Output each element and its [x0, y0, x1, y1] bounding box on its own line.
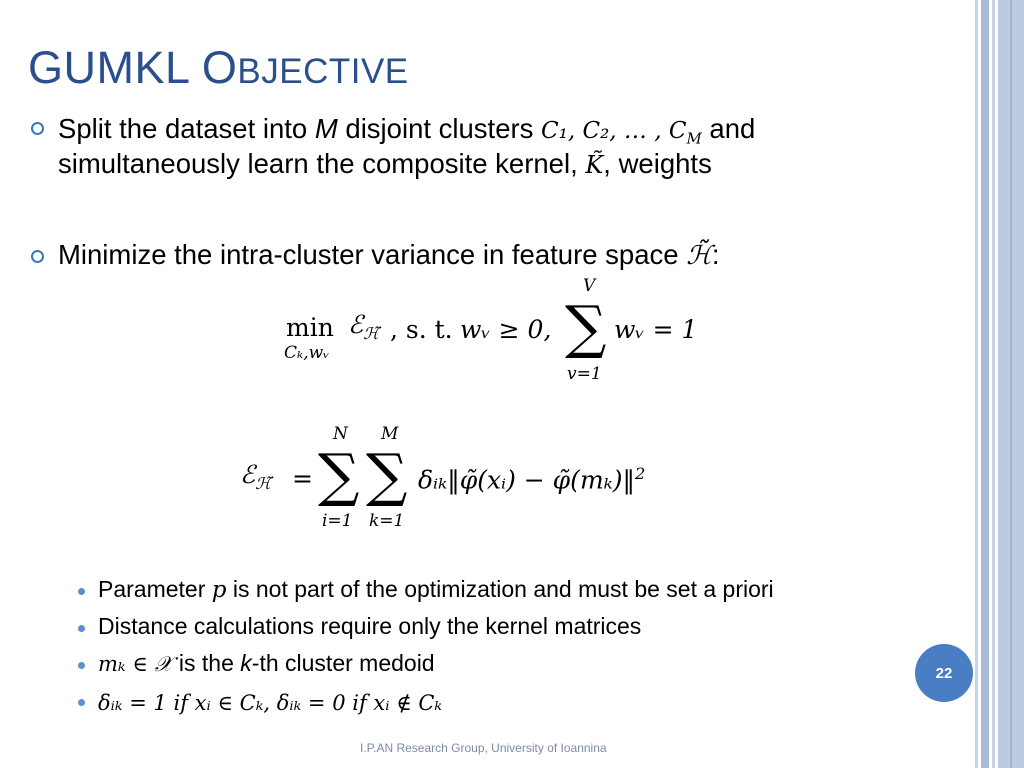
- weights-sum: wᵥ = 1: [614, 315, 698, 344]
- min-subscript: Cₖ,wᵥ: [284, 343, 330, 363]
- sum-lower-limit: v=1: [567, 364, 602, 384]
- parameter-p: p: [211, 577, 227, 603]
- equation-2-lhs: [240, 460, 271, 493]
- sub-bullet-2: [98, 613, 641, 640]
- bullet-1-text-d: simultaneously learn the composite kernel,: [58, 148, 586, 179]
- objective-lhs: ℰ: [240, 460, 256, 489]
- bullet-1-clusters: [541, 118, 702, 148]
- sum-icon: ∑: [565, 293, 607, 361]
- bullet-1-text-b: disjoint clusters: [337, 113, 542, 144]
- bullet-2: [58, 236, 720, 275]
- sub-bullet-dot-icon: [78, 625, 85, 632]
- footer-text: I.P.AN Research Group, University of Ioannina: [360, 741, 607, 755]
- equation-1-E: [348, 310, 379, 343]
- sum2-upper-limit: M: [381, 424, 399, 444]
- sum1-lower-limit: i=1: [322, 511, 353, 531]
- sum-icon: ∑: [366, 441, 408, 509]
- sum1-upper-limit: N: [333, 424, 348, 444]
- equation-2-term: [418, 464, 645, 494]
- sub-bullet-dot-icon: [78, 699, 85, 706]
- sub-bullet-dot-icon: [78, 588, 85, 595]
- sub-bullet-1-post: is not part of the optimization and must be set a priori: [226, 576, 774, 602]
- sum-icon: ∑: [318, 441, 360, 509]
- title-rest: BJECTIVE: [237, 52, 409, 91]
- sum2-lower-limit: k=1: [369, 511, 405, 531]
- clusters-math: C₁, C₂, … , C: [541, 118, 687, 144]
- weight-constraint: wᵥ ≥ 0,: [460, 315, 552, 344]
- equation-1-min: [286, 313, 334, 342]
- indicator-definition: δᵢₖ = 1 if xᵢ ∈ Cₖ, δᵢₖ = 0 if xᵢ ∉ Cₖ: [98, 691, 443, 715]
- sub-bullet-3-post2: -th cluster medoid: [251, 650, 435, 676]
- equals-sign: =: [292, 464, 313, 493]
- sub-bullet-1-pre: Parameter: [98, 576, 212, 602]
- sub-bullet-2-text: Distance calculations require only the kernel matrices: [98, 613, 642, 639]
- kernel-symbol: K̃: [585, 151, 604, 179]
- bullet-1-text-e: , weights: [603, 148, 712, 179]
- sum-upper-limit: V: [583, 276, 596, 296]
- min-operator: min: [286, 313, 334, 342]
- bullet-1-text-a: Split the dataset into: [58, 113, 315, 144]
- bullet-2-colon: :: [711, 239, 720, 270]
- sub-bullet-3: [98, 650, 435, 677]
- bullet-2-text-a: Minimize the intra-cluster variance in feature space: [58, 239, 687, 270]
- subject-to: , s. t.: [390, 315, 453, 344]
- bullet-1-text-c: and: [701, 113, 756, 144]
- bullet-ring-icon: [31, 250, 44, 263]
- bullet-1-line-2: [58, 145, 712, 184]
- decorative-stripe: [1010, 0, 1012, 768]
- objective-sub: ℋ̃: [363, 324, 380, 343]
- objective-symbol: ℰ: [348, 310, 364, 339]
- clusters-sub: M: [686, 129, 702, 148]
- sub-bullet-4: [98, 689, 442, 716]
- slide-title: [28, 42, 409, 94]
- sub-bullet-3-k: k: [240, 650, 252, 676]
- distance-term: δᵢₖ‖φ̃(xᵢ) − φ̃(mₖ)‖: [418, 465, 636, 495]
- bullet-ring-icon: [31, 122, 44, 135]
- decorative-stripe: [992, 0, 995, 768]
- bullet-1-M: M: [314, 113, 338, 144]
- medoid-symbol: mₖ ∈ 𝒳: [98, 652, 173, 676]
- decorative-stripe: [981, 0, 989, 768]
- sub-bullet-3-post: is the: [172, 650, 241, 676]
- decorative-stripe: [975, 0, 978, 768]
- title-lead: GUMKL O: [28, 42, 238, 93]
- objective-lhs-sub: ℋ̃: [255, 474, 272, 493]
- power: 2: [635, 464, 646, 483]
- sub-bullet-1: [98, 576, 774, 603]
- page-number-badge: 22: [915, 644, 973, 702]
- sub-bullet-dot-icon: [78, 662, 85, 669]
- feature-space-symbol: ℋ̃: [686, 241, 712, 271]
